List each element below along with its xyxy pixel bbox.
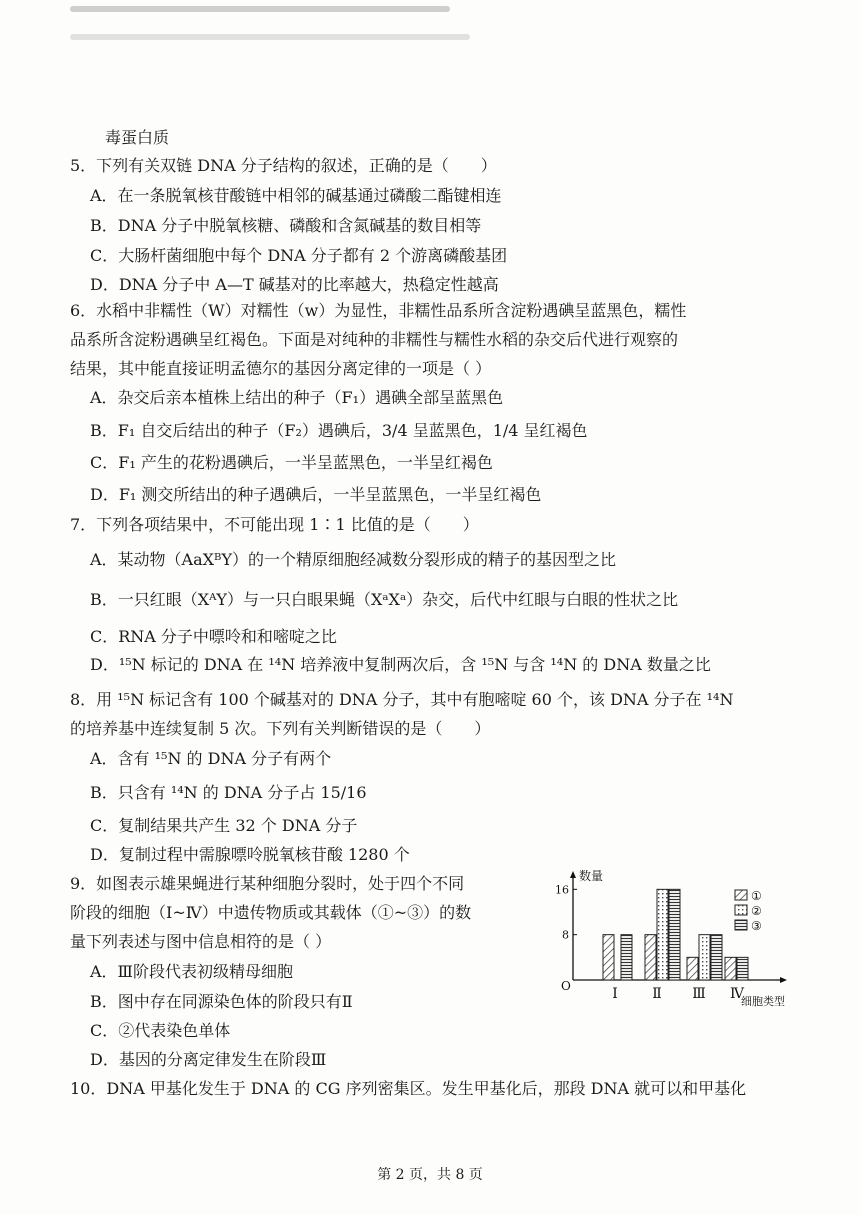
scan-artifact (70, 34, 470, 40)
legend-swatch (735, 905, 747, 915)
y-axis-arrow (570, 871, 576, 878)
x-tick-label: Ⅲ (692, 986, 706, 1002)
option-d: D．¹⁵N 标记的 DNA 在 ¹⁴N 培养液中复制两次后，含 ¹⁵N 与含 ¹⁴N 的 DNA 数量之比 (90, 655, 711, 674)
option-c: C．②代表染色单体 (90, 1021, 231, 1040)
option-b: B．图中存在同源染色体的阶段只有Ⅱ (90, 992, 353, 1011)
option-d: D．基因的分离定律发生在阶段Ⅲ (90, 1050, 327, 1069)
option-a: A．Ⅲ阶段代表初级精母细胞 (90, 962, 293, 981)
option-b: B．一只红眼（XᴬY）与一只白眼果蝇（XᵃXᵃ）杂交，后代中红眼与白眼的性状之比 (90, 590, 679, 609)
text-line: 的培养基中连续复制 5 次。下列有关判断错误的是（ ） (70, 719, 491, 738)
text-line: 结果，其中能直接证明孟德尔的基因分离定律的一项是（ ） (70, 359, 492, 378)
chart-bars (603, 889, 748, 980)
option-c: C．复制结果共产生 32 个 DNA 分子 (90, 816, 358, 835)
x-tick-label: Ⅱ (652, 986, 662, 1002)
option-c: C．大肠杆菌细胞中每个 DNA 分子都有 2 个游离磷酸基团 (90, 246, 508, 265)
question-8: 8．用 ¹⁵N 标记含有 100 个碱基对的 DNA 分子，其中有胞嘧啶 60 个，该 DNA 分子在 ¹⁴N (70, 690, 734, 709)
bar (645, 935, 656, 980)
option-b: B．DNA 分子中脱氧核糖、磷酸和含氮碱基的数目相等 (90, 216, 482, 235)
legend-swatch (735, 920, 747, 930)
option-a: A．某动物（AaXᴮY）的一个精原细胞经减数分裂形成的精子的基因型之比 (90, 550, 617, 569)
option-a: A．在一条脱氧核苷酸链中相邻的碱基通过磷酸二酯键相连 (90, 186, 502, 205)
legend-label: ③ (751, 919, 762, 933)
question-10: 10．DNA 甲基化发生于 DNA 的 CG 序列密集区。发生甲基化后，那段 DNA 就可以和甲基化 (70, 1079, 747, 1098)
option-a: A．杂交后亲本植株上结出的种子（F₁）遇碘全部呈蓝黑色 (90, 388, 504, 407)
chart-legend (735, 889, 762, 933)
text-line: 毒蛋白质 (105, 128, 170, 147)
x-tick-label: Ⅳ (730, 986, 744, 1002)
option-d: D．F₁ 测交所结出的种子遇碘后，一半呈蓝黑色，一半呈红褐色 (90, 485, 542, 504)
y-axis-label: 数量 (579, 869, 604, 883)
legend-swatch (735, 890, 747, 900)
text-line: 阶段的细胞（Ⅰ~Ⅳ）中遗传物质或其载体（①~③）的数 (70, 903, 472, 922)
legend-label: ② (751, 904, 762, 918)
question-6: 6．水稻中非糯性（W）对糯性（w）为显性，非糯性品系所含淀粉遇碘呈蓝黑色，糯性 (70, 301, 687, 320)
bar (725, 957, 736, 980)
bar (669, 889, 680, 980)
option-c: C．RNA 分子中嘌呤和和嘧啶之比 (90, 627, 337, 646)
bar-chart (545, 868, 810, 1013)
bar (699, 935, 710, 980)
bar (621, 935, 632, 980)
question-5: 5．下列有关双链 DNA 分子结构的叙述，正确的是（ ） (70, 156, 497, 175)
option-b: B．只含有 ¹⁴N 的 DNA 分子占 15/16 (90, 783, 367, 802)
bar (687, 957, 698, 980)
option-d: D．复制过程中需腺嘌呤脱氧核苷酸 1280 个 (90, 845, 410, 864)
option-a: A．含有 ¹⁵N 的 DNA 分子有两个 (90, 749, 332, 768)
x-tick-label: Ⅰ (612, 986, 618, 1002)
y-tick-label: 8 (562, 928, 569, 942)
option-c: C．F₁ 产生的花粉遇碘后，一半呈蓝黑色，一半呈红褐色 (90, 453, 493, 472)
question-7: 7．下列各项结果中，不可能出现 1∶1 比值的是（ ） (70, 515, 479, 534)
bar (711, 935, 722, 980)
x-axis-arrow (780, 977, 787, 983)
bar (737, 957, 748, 980)
bar (657, 889, 668, 980)
option-d: D．DNA 分子中 A—T 碱基对的比率越大，热稳定性越高 (90, 275, 499, 294)
text-line: 品系所含淀粉遇碘呈红褐色。下面是对纯种的非糯性与糯性水稻的杂交后代进行观察的 (70, 330, 679, 349)
scan-artifact (70, 6, 450, 12)
page-footer: 第 2 页，共 8 页 (377, 1167, 483, 1183)
bar (603, 935, 614, 980)
legend-label: ① (751, 889, 762, 903)
text-line: 量下列表述与图中信息相符的是（ ） (70, 932, 332, 951)
option-b: B．F₁ 自交后结出的种子（F₂）遇碘后，3/4 呈蓝黑色，1/4 呈红褐色 (90, 421, 588, 440)
origin-label: O (561, 979, 571, 993)
y-tick-label: 16 (555, 883, 569, 897)
x-axis-label: 细胞类型 (741, 995, 785, 1008)
question-9: 9．如图表示雄果蝇进行某种细胞分裂时，处于四个不同 (70, 874, 465, 893)
